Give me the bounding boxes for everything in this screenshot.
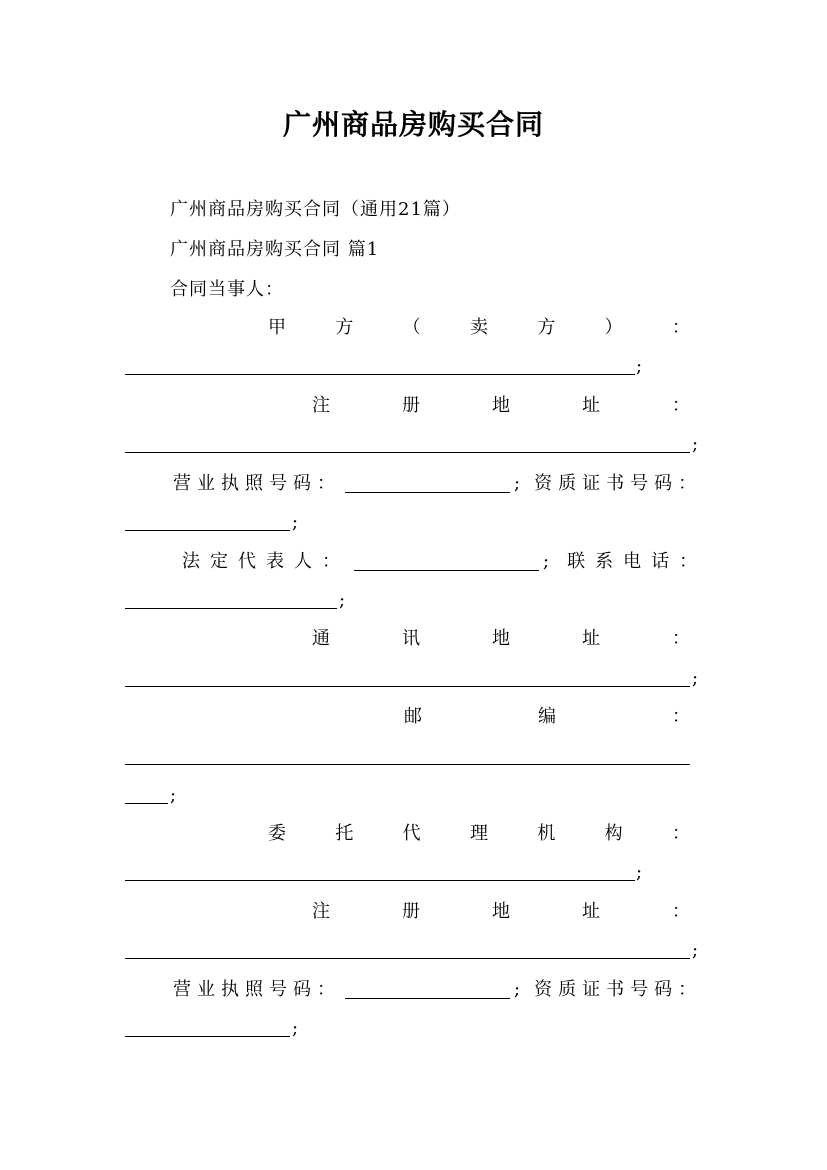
semicolon: ;	[514, 979, 521, 1000]
party-a-heading-char: 方	[537, 317, 556, 338]
party-a-heading-char: ）	[604, 317, 623, 338]
agent-heading-char: 机	[537, 823, 556, 844]
party-a-reg-address-blank[interactable]	[125, 452, 690, 453]
label-char: 注	[312, 901, 330, 922]
semicolon: ;	[692, 940, 699, 961]
document-title: 广州商品房购买合同	[282, 108, 544, 141]
license-label: 营业执照号码：	[173, 979, 341, 1000]
party-a-heading-char: 甲	[268, 317, 286, 338]
party-a-license-row	[173, 474, 702, 493]
license-number-blank[interactable]	[345, 980, 510, 999]
label-char: ：	[672, 706, 690, 727]
semicolon: ;	[514, 473, 521, 494]
legal-rep-blank[interactable]	[354, 552, 539, 571]
label-char: 址	[582, 628, 600, 649]
semicolon: ;	[292, 1018, 299, 1039]
license-number-blank[interactable]	[345, 474, 510, 493]
agent-heading-char: 代	[402, 823, 421, 844]
party-a-heading	[268, 319, 690, 337]
label-char: ：	[672, 395, 690, 416]
party-a-cert-number-blank[interactable]	[125, 530, 290, 531]
label-char: 注	[312, 395, 330, 416]
party-a-legal-rep-row	[182, 552, 707, 571]
label-char: 册	[402, 395, 420, 416]
party-a-mail-address-blank[interactable]	[125, 686, 690, 687]
party-a-name-blank[interactable]	[125, 374, 635, 375]
phone-label: 联系电话：	[567, 551, 708, 572]
semicolon: ;	[543, 551, 550, 572]
semicolon: ;	[339, 590, 346, 611]
label-char: 地	[492, 628, 510, 649]
agent-heading	[268, 825, 690, 843]
agent-heading-char: 理	[469, 823, 488, 844]
agent-heading-char: ：	[671, 823, 690, 844]
label-char: 地	[492, 901, 510, 922]
agent-reg-address-label	[312, 903, 690, 921]
party-a-postcode-blank[interactable]	[125, 764, 690, 765]
legal-rep-label: 法定代表人：	[182, 551, 350, 572]
label-char: ：	[672, 901, 690, 922]
agent-license-row	[173, 980, 702, 999]
semicolon: ;	[292, 512, 299, 533]
label-char: 编	[538, 706, 556, 727]
semicolon: ;	[692, 668, 699, 689]
party-a-postcode-label	[404, 708, 690, 726]
intro-line-3: 合同当事人：	[170, 279, 284, 300]
party-a-heading-char: 卖	[469, 317, 488, 338]
party-a-phone-blank[interactable]	[125, 608, 337, 609]
cert-label: 资质证书号码：	[534, 473, 703, 494]
agent-heading-char: 构	[604, 823, 623, 844]
cert-label: 资质证书号码：	[534, 979, 703, 1000]
party-a-reg-address-label	[312, 397, 690, 415]
label-char: 通	[312, 628, 330, 649]
agent-cert-number-blank[interactable]	[125, 1036, 290, 1037]
agent-reg-address-blank[interactable]	[125, 958, 690, 959]
agent-name-blank[interactable]	[125, 880, 635, 881]
label-char: 邮	[404, 706, 422, 727]
party-a-heading-char: 方	[335, 317, 354, 338]
semicolon: ;	[636, 862, 643, 883]
semicolon: ;	[170, 785, 177, 806]
semicolon: ;	[636, 356, 643, 377]
label-char: 址	[582, 901, 600, 922]
label-char: 址	[582, 395, 600, 416]
intro-line-2: 广州商品房购买合同 篇1	[170, 239, 380, 260]
semicolon: ;	[692, 434, 699, 455]
party-a-mail-address-label	[312, 630, 690, 648]
party-a-postcode-blank-continued[interactable]	[125, 803, 168, 804]
label-char: 讯	[402, 628, 420, 649]
label-char: 地	[492, 395, 510, 416]
agent-heading-char: 委	[268, 823, 286, 844]
party-a-heading-char: （	[402, 317, 421, 338]
party-a-heading-char: ：	[671, 317, 690, 338]
agent-heading-char: 托	[335, 823, 354, 844]
license-label: 营业执照号码：	[173, 473, 341, 494]
intro-line-1: 广州商品房购买合同（通用21篇）	[170, 199, 461, 220]
label-char: 册	[402, 901, 420, 922]
label-char: ：	[672, 628, 690, 649]
